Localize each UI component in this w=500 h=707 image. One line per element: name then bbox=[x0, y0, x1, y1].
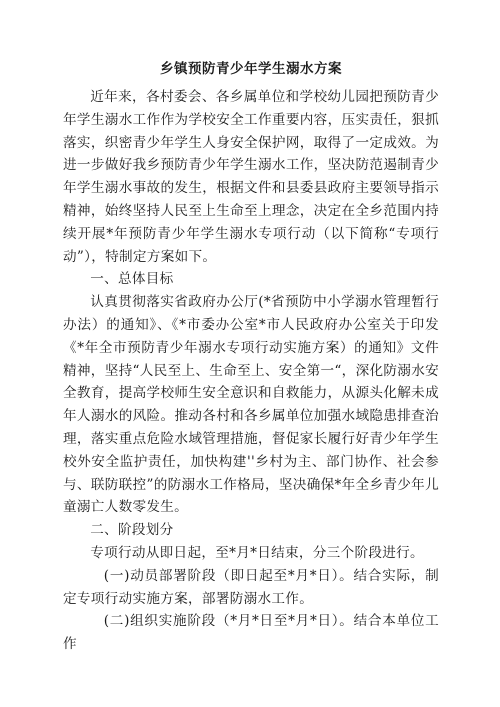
section-heading-overall-goal: 一、总体目标 bbox=[90, 271, 174, 288]
section-heading-stages: 二、阶段划分 bbox=[90, 522, 174, 539]
stages-intro-paragraph: 专项行动从即日起，至*月*日结束，分三个阶段进行。 bbox=[90, 544, 424, 561]
document-page bbox=[63, 58, 439, 656]
overall-goal-paragraph: 认真贯彻落实省政府办公厅(*省预防中小学溺水管理暂行办法）的通知》、《*市委办公室*市人民政府办公室关于印发《*年全市预防青少年溺水专项行动实施方案）的通知》文件精神，坚持“人民至上、生命至上、安全第一“，深化防溺水安全教育，提高学校师生安全意识和自救能力，从源头化解未成年人溺水的风险。推动各村和各乡属单位加强水域隐患排查治理，落实重点危险水域管理措施，督促家长履行好青少年学生校外安全监护责任，加快构建''乡村为主、部门协作、社会参与、联防联控”的防溺水工作格局，坚决确保*年全乡青少年儿童溺亡人数零发生。 bbox=[63, 294, 439, 516]
intro-paragraph: 近年来，各村委会、各乡属单位和学校幼儿园把预防青少年学生溺水工作作为学校安全工作重要内容，压实责任，狠抓落实，织密青少年学生人身安全保护网，取得了一定成效。为进一步做好我乡预防青少年学生溺水工作，坚决防范遏制青少年学生溺水事故的发生，根据文件和县委县政府主要领导指示精神，始终坚持人民至上生命至上理念，决定在全乡范围内持续开展*年预防青少年学生溺水专项行动（以下简称“专项行动”），特制定方案如下。 bbox=[63, 89, 439, 265]
stage-2-paragraph: (二)组织实施阶段（*月*日至*月*日）。结合本单位工作 bbox=[63, 613, 439, 653]
stage-1-paragraph: (一)动员部署阶段（即日起至*月*日）。结合实际，制定专项行动实施方案，部署防溺水工作。 bbox=[63, 567, 439, 607]
document-title: 乡镇预防青少年学生溺水方案 bbox=[160, 61, 342, 77]
